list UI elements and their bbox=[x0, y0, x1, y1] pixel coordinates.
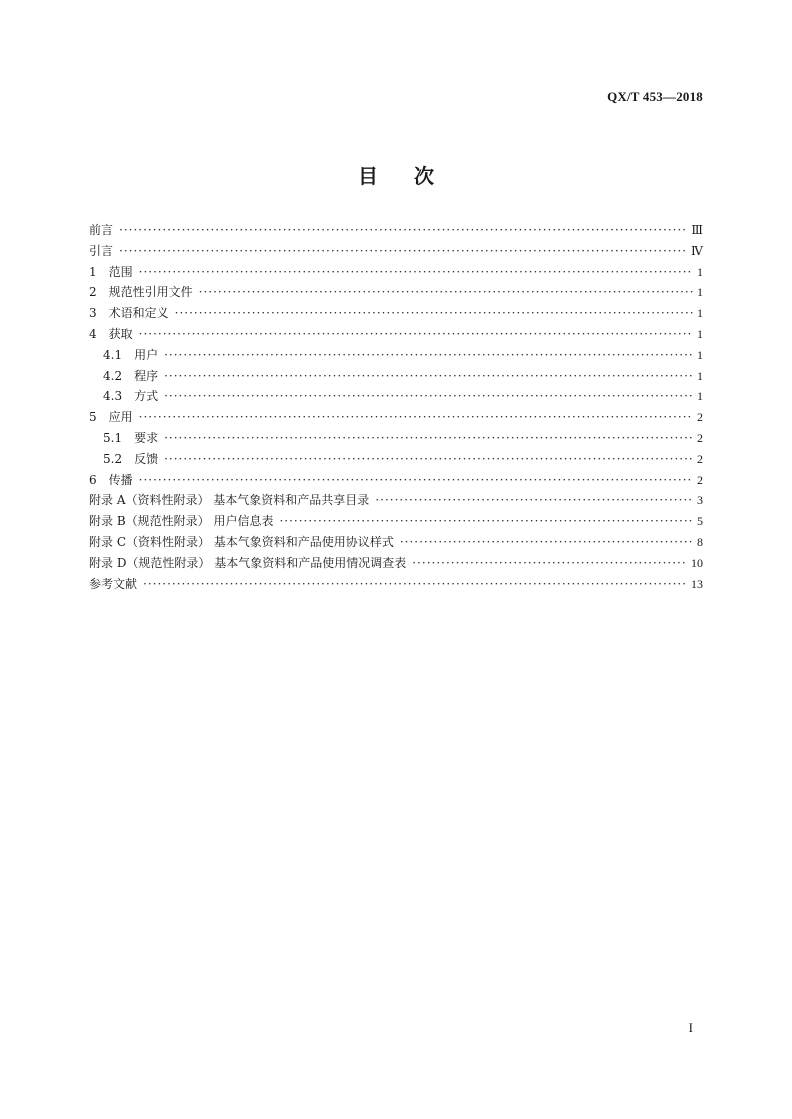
toc-entry-page: 1 bbox=[697, 306, 703, 321]
toc-entry-title bbox=[89, 262, 139, 283]
toc-entry-title bbox=[89, 282, 199, 303]
toc-entry-label: 引言 bbox=[89, 243, 114, 258]
toc-entry-page: 1 bbox=[697, 285, 703, 300]
toc-leader-dots bbox=[139, 407, 693, 428]
toc-entry-number: 4.2 bbox=[103, 368, 123, 383]
toc-entry[interactable] bbox=[89, 386, 703, 407]
toc-entry-title bbox=[103, 366, 164, 387]
toc-entry-title bbox=[103, 386, 164, 407]
toc-entry[interactable] bbox=[89, 532, 703, 553]
toc-entry-label: 附录 D（规范性附录） 基本气象资料和产品使用情况调查表 bbox=[89, 555, 407, 570]
toc-entry-number: 1 bbox=[89, 264, 97, 279]
toc-entry-title bbox=[89, 220, 119, 241]
toc-leader-dots bbox=[119, 220, 687, 241]
page-number: I bbox=[688, 1020, 693, 1035]
toc-leader-dots bbox=[164, 428, 693, 449]
toc-entry-number: 6 bbox=[89, 472, 97, 487]
toc-entry-page: 2 bbox=[697, 410, 703, 425]
toc-entry[interactable] bbox=[89, 366, 703, 387]
toc-entry[interactable] bbox=[89, 428, 703, 449]
toc-entry-title bbox=[89, 553, 412, 574]
toc-leader-dots bbox=[139, 470, 693, 491]
toc-entry-title bbox=[89, 574, 143, 595]
toc-entry-title bbox=[89, 511, 279, 532]
toc-entry-label: 用户 bbox=[134, 347, 159, 362]
toc-entry[interactable] bbox=[89, 407, 703, 428]
toc-entry[interactable] bbox=[89, 553, 703, 574]
toc-entry-page: 2 bbox=[697, 451, 703, 466]
toc-entry-number: 4 bbox=[89, 326, 97, 341]
toc-entry-label: 范围 bbox=[108, 264, 133, 279]
toc-leader-dots bbox=[164, 449, 693, 470]
toc-entry-page: Ⅳ bbox=[691, 243, 703, 258]
toc-entry-page: 1 bbox=[697, 368, 703, 383]
toc-entry[interactable] bbox=[89, 345, 703, 366]
toc-entry-title bbox=[103, 345, 164, 366]
toc-entry-label: 传播 bbox=[108, 472, 133, 487]
toc-entry-title bbox=[103, 428, 164, 449]
toc-entry-label: 参考文献 bbox=[89, 576, 138, 591]
toc-entry-page: 10 bbox=[691, 555, 703, 570]
toc-entry-page: 1 bbox=[697, 264, 703, 279]
toc-entry[interactable] bbox=[89, 449, 703, 470]
toc-leader-dots bbox=[164, 366, 693, 387]
toc-entry-title bbox=[89, 303, 175, 324]
toc-entry[interactable] bbox=[89, 241, 703, 262]
toc-leader-dots bbox=[139, 324, 693, 345]
toc-entry-page: 1 bbox=[697, 347, 703, 362]
toc-entry-label: 规范性引用文件 bbox=[108, 285, 193, 300]
toc-entry[interactable] bbox=[89, 262, 703, 283]
toc-leader-dots bbox=[175, 303, 693, 324]
toc-leader-dots bbox=[375, 490, 693, 511]
toc-entry-label: 程序 bbox=[134, 368, 159, 383]
toc-entry-number: 5.2 bbox=[103, 451, 123, 466]
toc-entry-page: 1 bbox=[697, 326, 703, 341]
toc-entry-title bbox=[89, 241, 119, 262]
toc-entry[interactable] bbox=[89, 490, 703, 511]
toc-entry-number: 4.1 bbox=[103, 347, 123, 362]
toc-leader-dots bbox=[119, 241, 687, 262]
toc-entry-page: 1 bbox=[697, 389, 703, 404]
standard-code: QX/T 453—2018 bbox=[607, 89, 703, 104]
toc-entry-label: 前言 bbox=[89, 223, 114, 237]
toc-entry-page: 2 bbox=[697, 430, 703, 445]
toc-entry-title bbox=[89, 490, 375, 511]
toc-entry-label: 附录 B（规范性附录） 用户信息表 bbox=[89, 514, 274, 529]
toc-entry-label: 应用 bbox=[108, 410, 133, 425]
table-of-contents bbox=[89, 220, 703, 594]
toc-entry-label: 附录 A（资料性附录） 基本气象资料和产品共享目录 bbox=[89, 493, 370, 508]
toc-entry-title bbox=[89, 532, 400, 553]
toc-entry-label: 反馈 bbox=[134, 451, 159, 466]
toc-leader-dots bbox=[164, 386, 693, 407]
toc-entry[interactable] bbox=[89, 470, 703, 491]
toc-entry-number: 5 bbox=[89, 410, 97, 425]
toc-entry[interactable] bbox=[89, 574, 703, 595]
toc-entry-page: 13 bbox=[691, 576, 703, 591]
toc-entry[interactable] bbox=[89, 220, 703, 241]
toc-entry-page: 8 bbox=[697, 534, 703, 549]
toc-leader-dots bbox=[400, 532, 693, 553]
toc-entry-page: 5 bbox=[697, 514, 703, 529]
toc-leader-dots bbox=[412, 553, 687, 574]
toc-entry-number: 3 bbox=[89, 306, 97, 321]
toc-leader-dots bbox=[199, 282, 693, 303]
toc-entry[interactable] bbox=[89, 303, 703, 324]
toc-entry-label: 要求 bbox=[134, 430, 159, 445]
toc-entry-label: 附录 C（资料性附录） 基本气象资料和产品使用协议样式 bbox=[89, 534, 394, 549]
toc-leader-dots bbox=[143, 574, 687, 595]
toc-entry-label: 方式 bbox=[134, 389, 159, 404]
toc-entry-label: 获取 bbox=[108, 326, 133, 341]
toc-entry-number: 4.3 bbox=[103, 389, 123, 404]
toc-entry-title bbox=[89, 470, 139, 491]
toc-entry-page: Ⅲ bbox=[691, 223, 703, 237]
toc-entry-label: 术语和定义 bbox=[108, 306, 169, 321]
toc-entry-number: 2 bbox=[89, 285, 97, 300]
toc-entry[interactable] bbox=[89, 511, 703, 532]
toc-entry-page: 3 bbox=[697, 493, 703, 508]
toc-entry-title bbox=[89, 324, 139, 345]
toc-leader-dots bbox=[164, 345, 693, 366]
toc-leader-dots bbox=[139, 262, 693, 283]
toc-entry-page: 2 bbox=[697, 472, 703, 487]
toc-entry-number: 5.1 bbox=[103, 430, 123, 445]
toc-entry-title bbox=[89, 407, 139, 428]
toc-entry[interactable] bbox=[89, 282, 703, 303]
toc-leader-dots bbox=[279, 511, 693, 532]
page-title: 目次 bbox=[358, 164, 470, 188]
toc-entry-title bbox=[103, 449, 164, 470]
toc-entry[interactable] bbox=[89, 324, 703, 345]
